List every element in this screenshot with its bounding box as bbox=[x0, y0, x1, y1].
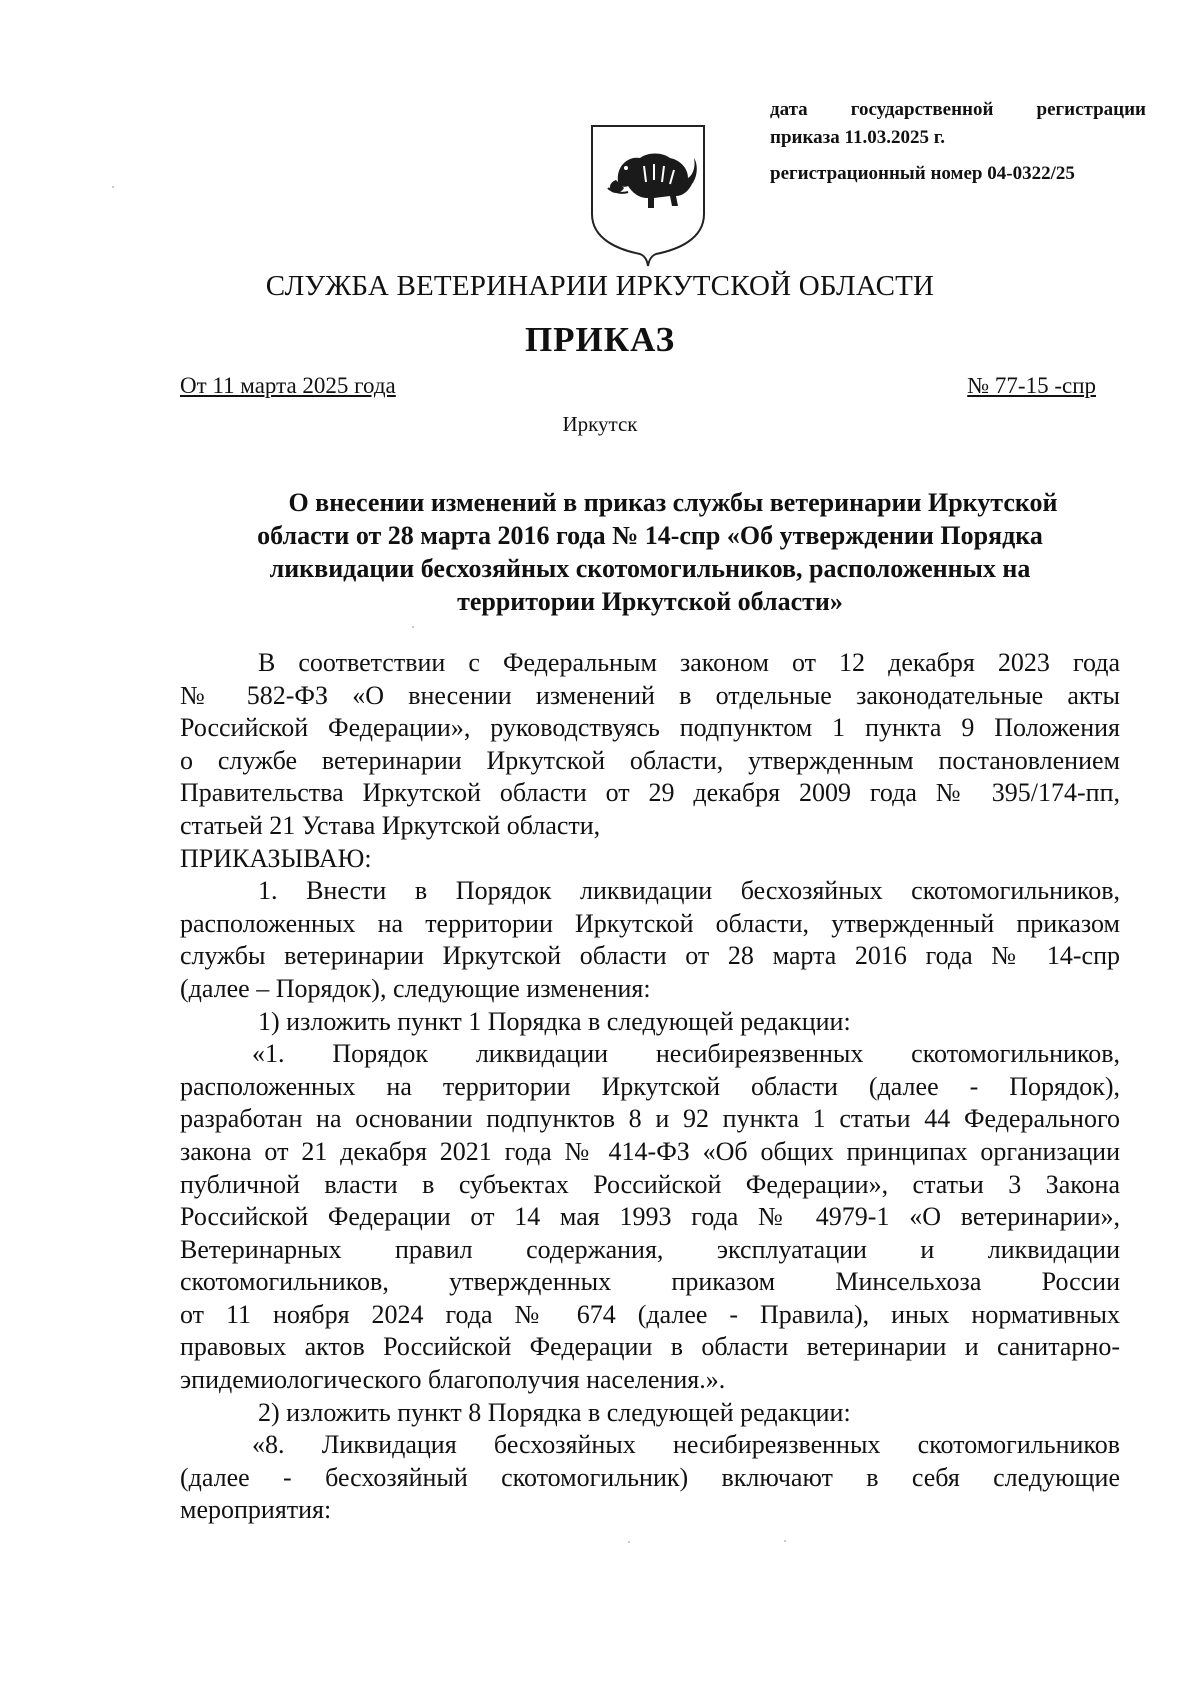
body-line: Ветеринарных правил содержания, эксплуатации и ликвидации bbox=[180, 1234, 1120, 1264]
body-line: скотомогильников, утвержденных приказом Минсельхоза России bbox=[180, 1267, 1120, 1297]
scan-speck bbox=[784, 1540, 786, 1542]
title-line: территории Иркутской области» bbox=[457, 587, 843, 616]
document-title bbox=[200, 486, 1100, 618]
body-line: расположенных на территории Иркутской области, утвержденный приказом bbox=[180, 908, 1120, 938]
document-date: От 11 марта 2025 года bbox=[180, 373, 396, 398]
body-line: разработан на основании подпунктов 8 и 92 пункта 1 статьи 44 Федерального bbox=[180, 1104, 1120, 1134]
body-line: № 582-ФЗ «О внесении изменений в отдельные законодательные акты bbox=[180, 680, 1120, 710]
order-keyword: ПРИКАЗЫВАЮ: bbox=[180, 843, 372, 873]
registration-date-label: дата государственной регистрации bbox=[770, 99, 1146, 120]
body-line: 1. Внести в Порядок ликвидации бесхозяйных скотомогильников, bbox=[258, 876, 1120, 906]
body-line: публичной власти в субъектах Российской Федерации», статьи 3 Закона bbox=[180, 1169, 1120, 1199]
body-line: эпидемиологического благополучия населения.». bbox=[180, 1365, 726, 1395]
body-line: (далее – Порядок), следующие изменения: bbox=[180, 973, 651, 1003]
document-city: Иркутск bbox=[562, 412, 638, 436]
registration-number: регистрационный номер 04-0322/25 bbox=[770, 163, 1075, 184]
coat-of-arms-icon bbox=[588, 122, 708, 268]
organization-name: СЛУЖБА ВЕТЕРИНАРИИ ИРКУТСКОЙ ОБЛАСТИ bbox=[265, 270, 935, 302]
document-type: ПРИКАЗ bbox=[524, 320, 676, 359]
title-line: области от 28 марта 2016 года № 14-спр «Об утверждении Порядка bbox=[257, 521, 1043, 550]
document-body bbox=[180, 647, 1120, 1527]
body-line: статьей 21 Устава Иркутской области, bbox=[180, 810, 601, 840]
title-line: О внесении изменений в приказ службы ветеринарии Иркутской bbox=[288, 488, 1058, 517]
registration-stamp bbox=[770, 96, 1146, 188]
body-line: о службе ветеринарии Иркутской области, утвержденным постановлением bbox=[180, 745, 1120, 775]
body-line: мероприятия: bbox=[180, 1495, 332, 1525]
scan-speck bbox=[112, 186, 114, 188]
document-number: № 77-15 -спр bbox=[967, 373, 1096, 398]
scan-speck bbox=[412, 626, 414, 628]
body-line: «8. Ликвидация бесхозяйных несибиреязвенных скотомогильников bbox=[252, 1430, 1120, 1460]
body-line: (далее - бесхозяйный скотомогильник) включают в себя следующие bbox=[180, 1462, 1120, 1492]
body-line: Российской Федерации», руководствуясь подпунктом 1 пункта 9 Положения bbox=[180, 713, 1120, 743]
body-line: закона от 21 декабря 2021 года № 414-ФЗ «Об общих принципах организации bbox=[180, 1136, 1120, 1166]
body-line: В соответствии с Федеральным законом от 12 декабря 2023 года bbox=[258, 648, 1120, 677]
body-line: расположенных на территории Иркутской области (далее - Порядок), bbox=[180, 1071, 1120, 1101]
scan-speck bbox=[628, 1541, 630, 1543]
body-line: 2) изложить пункт 8 Порядка в следующей редакции: bbox=[258, 1397, 851, 1427]
body-line: «1. Порядок ликвидации несибиреязвенных скотомогильников, bbox=[252, 1039, 1120, 1069]
title-line: ликвидации бесхозяйных скотомогильников, расположенных на bbox=[269, 554, 1031, 583]
body-line: службы ветеринарии Иркутской области от 28 марта 2016 года № 14-спр bbox=[180, 941, 1120, 971]
body-line: Правительства Иркутской области от 29 декабря 2009 года № 395/174-пп, bbox=[180, 778, 1120, 808]
body-line: 1) изложить пункт 1 Порядка в следующей редакции: bbox=[258, 1006, 851, 1036]
body-line: Российской Федерации от 14 мая 1993 года № 4979-1 «О ветеринарии», bbox=[180, 1202, 1120, 1232]
registration-date: приказа 11.03.2025 г. bbox=[770, 127, 945, 148]
body-line: от 11 ноября 2024 года № 674 (далее - Правила), иных нормативных bbox=[180, 1299, 1120, 1329]
body-line: правовых актов Российской Федерации в области ветеринарии и санитарно- bbox=[180, 1332, 1120, 1362]
